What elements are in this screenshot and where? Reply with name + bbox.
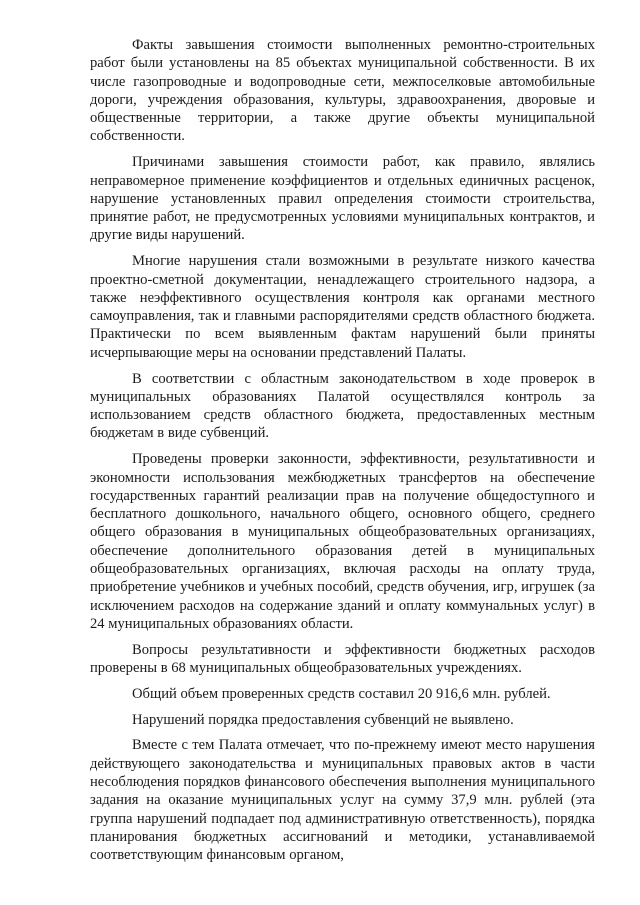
paragraph-8: Нарушений порядка предоставления субвенций не выявлено. <box>132 711 514 728</box>
paragraph-9: Вместе с тем Палата отмечает, что по-прежнему имеют место нарушения действующего законодательства и муниципальных правовых актов в части несоблюдения порядков финансового обеспечения выполнения муниципального задания на оказание муниципальных услуг на сумму 37,9 млн. рублей (эта группа нарушений подпадает под административную ответственность), порядка планирования бюджетных ассигнований и методики, устанавливаемой соответствующим финансовым органом, <box>90 737 595 864</box>
paragraph-1: Факты завышения стоимости выполненных ремонтно-строительных работ были установлены на 85 объектах муниципальной собственности. В их числе газопроводные и водопроводные сети, межпоселковые автомобильные дороги, учреждения образования, культуры, здравоохранения, дворовые и общественные территории, а также другие объекты муниципальной собственности. <box>90 37 595 145</box>
paragraph-5: Проведены проверки законности, эффективности, результативности и экономности использования межбюджетных трансфертов на обеспечение государственных гарантий реализации прав на получение общедоступного и бесплатного дошкольного, начального общего, основного общего, среднего общего образования в муниципальных общеобразовательных организациях, обеспечение дополнительного образования детей в муниципальных общеобразовательных организациях, включая расходы на оплату труда, приобретение учебников и учебных пособий, средств обучения, игр, игрушек (за исключением расходов на содержание зданий и оплату коммунальных услуг) в 24 муниципальных образованиях области. <box>90 451 595 632</box>
paragraph-3: Многие нарушения стали возможными в результате низкого качества проектно-сметной документации, ненадлежащего строительного надзора, а также неэффективного осуществления контроля как органами местного самоуправления, так и главными распорядителями средств областного бюджета. Практически по всем выявленным фактам нарушений были приняты исчерпывающие меры на основании представлений Палаты. <box>90 253 595 361</box>
paragraph-2: Причинами завышения стоимости работ, как правило, являлись неправомерное применение коэффициентов и отдельных единичных расценок, нарушение установленных правил определения стоимости строительства, принятие работ, не предусмотренных условиями муниципальных контрактов, и другие виды нарушений. <box>90 154 595 244</box>
document-page <box>90 36 595 872</box>
paragraph-7: Общий объем проверенных средств составил 20 916,6 млн. рублей. <box>132 685 551 702</box>
paragraph-4: В соответствии с областным законодательством в ходе проверок в муниципальных образованиях Палатой осуществлялся контроль за использованием средств областного бюджета, предоставленных местным бюджетам в виде субвенций. <box>90 370 595 442</box>
paragraph-6: Вопросы результативности и эффективности бюджетных расходов проверены в 68 муниципальных общеобразовательных учреждениях. <box>90 641 595 676</box>
